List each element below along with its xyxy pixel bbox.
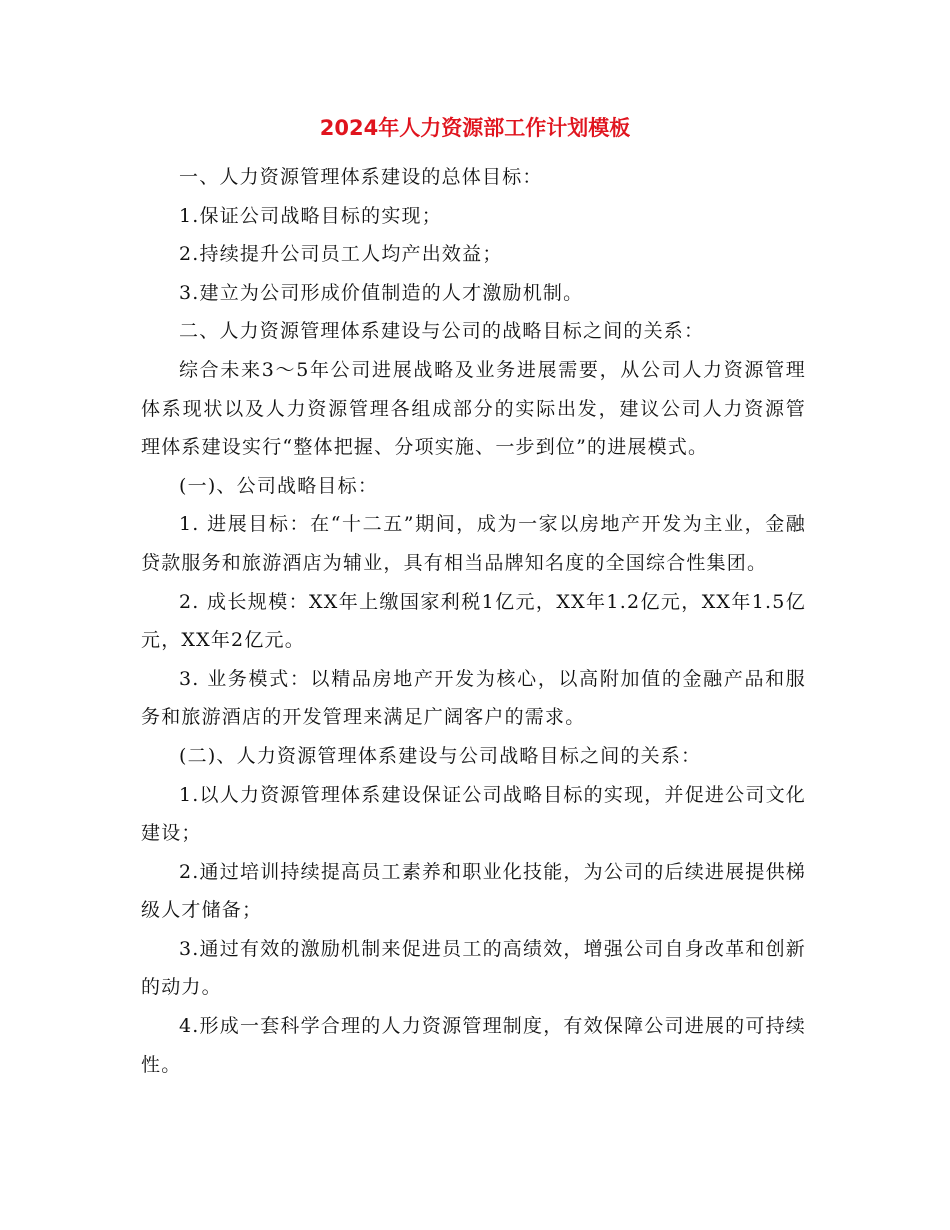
paragraph-hr-relation-4: 4.形成一套科学合理的人力资源管理制度，有效保障公司进展的可持续性。 (141, 1015, 806, 1076)
paragraph-strategy-heading: (一)、公司战略目标： (179, 474, 379, 497)
paragraph-hr-relation-heading: (二)、人力资源管理体系建设与公司战略目标之间的关系： (179, 744, 702, 767)
paragraph-goal-2: 2.持续提升公司员工人均产出效益； (179, 243, 503, 266)
paragraph-goals-heading: 一、人力资源管理体系建设的总体目标： (179, 166, 543, 188)
paragraph-hr-relation-3: 3.通过有效的激励机制来促进员工的高绩效，增强公司自身改革和创新的动力。 (141, 937, 806, 999)
paragraph-strategy-1: 1. 进展目标：在“十二五”期间，成为一家以房地产开发为主业，金融贷款服务和旅游酒店为辅业，具有相当品牌知名度的全国综合性集团。 (141, 513, 806, 574)
paragraph-strategy-3: 3. 业务模式：以精品房地产开发为核心，以高附加值的金融产品和服务和旅游酒店的开发管理来满足广阔客户的需求。 (141, 667, 806, 729)
paragraph-hr-relation-2: 2.通过培训持续提高员工素养和职业化技能，为公司的后续进展提供梯级人才储备； (141, 860, 806, 922)
paragraph-relation-heading: 二、人力资源管理体系建设与公司的战略目标之间的关系： (179, 320, 705, 343)
paragraph-overview: 综合未来3～5年公司进展战略及业务进展需要，从公司人力资源管理体系现状以及人力资源管理各组成部分的实际出发，建议公司人力资源管理体系建设实行“整体把握、分项实施、一步到位”的进展模式。 (141, 358, 806, 459)
paragraph-strategy-2: 2. 成长规模：XX年上缴国家利税1亿元，XX年1.2亿元，XX年1.5亿元，XX年2亿元。 (141, 590, 806, 652)
paragraph-hr-relation-1: 1.以人力资源管理体系建设保证公司战略目标的实现，并促进公司文化建设； (141, 783, 806, 845)
document-body (141, 158, 806, 1084)
paragraph-goal-3: 3.建立为公司形成价值制造的人才激励机制。 (179, 281, 584, 304)
paragraph-goal-1: 1.保证公司战略目标的实现； (179, 204, 442, 227)
document-title: 2024年人力资源部工作计划模板 (319, 116, 631, 140)
